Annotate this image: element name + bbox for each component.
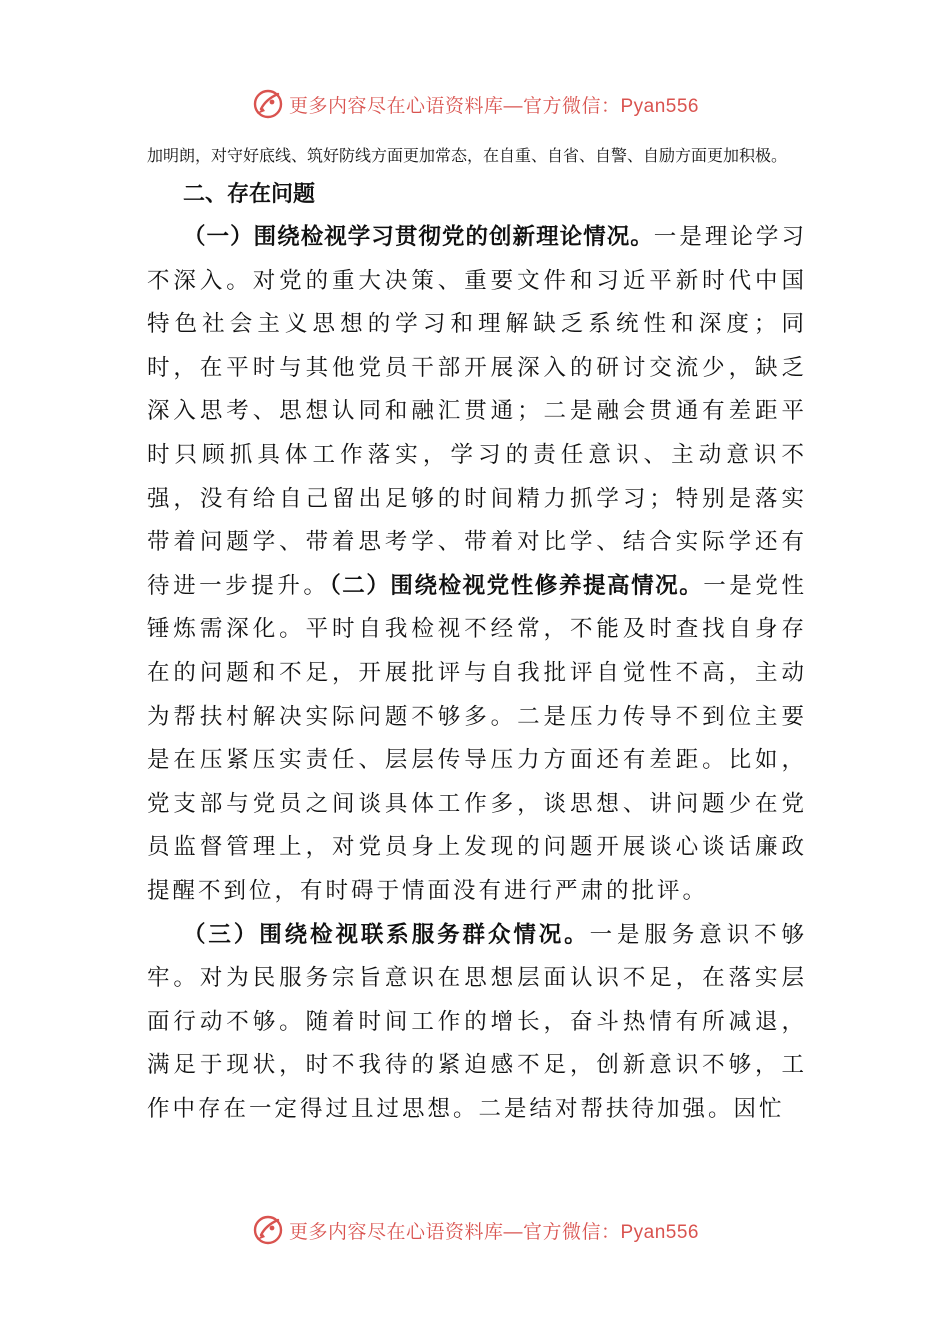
subheading-3: （三）围绕检视联系服务群众情况。	[183, 921, 590, 948]
watermark-text: 更多内容尽在心语资料库—官方微信：Pyan556	[288, 95, 699, 117]
subheading-2: （二）围绕检视党性修养提高情况。	[329, 572, 704, 599]
paragraph-1-body-2: 一是党性锤炼需深化。平时自我检视不经常，不能及时查找自身存在的问题和不足，开展批评与自我批评自觉性不高，主动为帮扶村解决实际问题不够多。二是压力传导不到位主要是在压紧压实责任、层层传导压力方面还有差距。比如，党支部与党员之间谈具体工作多，谈思想、讲问题少在党员监督管理上，对党员身上发现的问题开展谈心谈话廉政提醒不到位，有时碍于情面没有进行严肃的批评。	[147, 572, 807, 904]
pen-logo-icon	[251, 87, 285, 121]
pen-logo-icon	[251, 1213, 285, 1247]
watermark-text: 更多内容尽在心语资料库—官方微信：Pyan556	[288, 1221, 699, 1243]
watermark-footer	[0, 1208, 950, 1252]
document-body	[147, 140, 807, 1131]
subheading-1: （一）围绕检视学习贯彻党的创新理论情况。	[183, 224, 654, 250]
paragraph-2	[147, 914, 807, 1132]
paragraph-1	[147, 216, 807, 914]
paragraph-1-body: 一是理论学习不深入。对党的重大决策、重要文件和习近平新时代中国特色社会主义思想的学习和理解缺乏系统性和深度；同时，在平时与其他党员干部开展深入的研讨交流少，缺乏深入思考、思想认同和融汇贯通；二是融会贯通有差距平时只顾抓具体工作落实，学习的责任意识、主动意识不强，没有给自己留出足够的时间精力抓学习；特别是落实带着问题学、带着思考学、带着对比学、结合实际学还有待进一步提升。	[147, 224, 807, 599]
watermark-header	[0, 82, 950, 126]
intro-text: 加明朗，对守好底线、筑好防线方面更加常态，在自重、自省、自警、自励方面更加积极。	[147, 146, 788, 165]
paragraph-2-body: 一是服务意识不够牢。对为民服务宗旨意识在思想层面认识不足，在落实层面行动不够。随着时间工作的增长，奋斗热情有所减退，满足于现状，时不我待的紧迫感不足，创新意识不够，工作中存在一定得过且过思想。二是结对帮扶待加强。因忙	[147, 921, 807, 1122]
section-heading: 二、存在问题	[183, 182, 316, 207]
